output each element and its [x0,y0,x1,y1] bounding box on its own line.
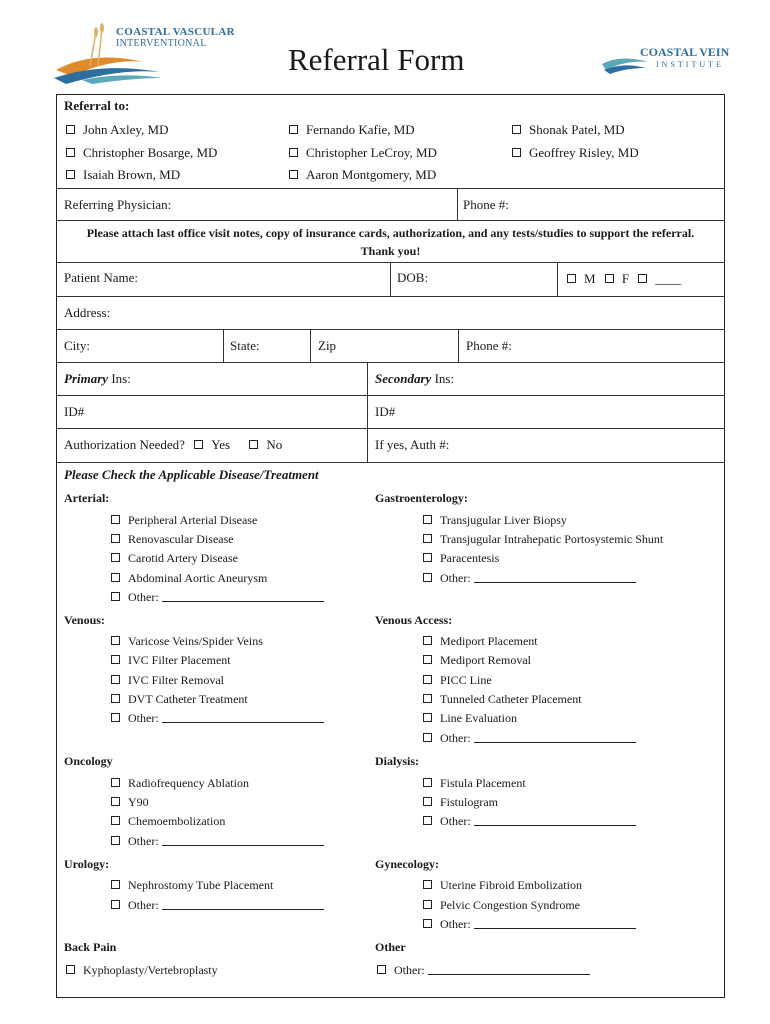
disease-heading: Please Check the Applicable Disease/Treatment [64,467,319,482]
checkbox[interactable] [66,125,75,134]
auth-yes-label: Yes [211,437,231,452]
secondary-ins-label[interactable]: Secondary Ins: [375,371,455,386]
checkbox[interactable] [423,713,432,722]
checkbox[interactable] [289,125,298,134]
dob-label[interactable]: DOB: [397,270,429,285]
doctor-option[interactable]: Geoffrey Risley, MD [512,145,639,161]
male-label: M [584,271,596,286]
dialysis-title: Dialysis: [375,754,420,768]
checkbox-other[interactable] [638,274,647,283]
checkbox[interactable] [111,553,120,562]
checkbox[interactable] [423,515,432,524]
logo-left-line2: INTERVENTIONAL [116,38,207,49]
urology-title: Urology: [64,857,110,871]
checkbox[interactable] [111,655,120,664]
checkbox[interactable] [111,515,120,524]
female-label: F [621,271,630,286]
option-item[interactable]: IVC Filter Placement [111,652,231,668]
checkbox[interactable] [111,636,120,645]
option-item[interactable]: IVC Filter Removal [111,672,224,688]
option-item[interactable]: Peripheral Arterial Disease [111,512,257,528]
divider [457,188,458,220]
option-item[interactable]: Varicose Veins/Spider Veins [111,633,263,649]
other-option[interactable]: Other: [377,962,590,978]
primary-id-label[interactable]: ID# [64,404,85,419]
other-blank[interactable] [474,731,636,743]
checkbox[interactable] [111,880,120,889]
doctor-option[interactable]: John Axley, MD [66,122,168,138]
divider [57,329,724,330]
option-item[interactable]: Uterine Fibroid Embolization [423,877,582,893]
checkbox[interactable] [111,573,120,582]
doctor-option[interactable]: Fernando Kafie, MD [289,122,415,138]
option-item[interactable]: Chemoembolization [111,813,225,829]
checkbox-female[interactable] [605,274,614,283]
checkbox[interactable] [423,694,432,703]
option-item[interactable]: Carotid Artery Disease [111,550,238,566]
referring-physician-label[interactable]: Referring Physician: [64,197,172,212]
secondary-id-label[interactable]: ID# [375,404,396,419]
divider [57,220,724,221]
divider [57,395,724,396]
checkbox[interactable] [423,778,432,787]
option-item[interactable]: Fistula Placement [423,775,526,791]
checkbox[interactable] [423,655,432,664]
checkbox[interactable] [423,797,432,806]
patient-phone-label[interactable]: Phone #: [466,338,512,353]
authorization-row [64,437,282,453]
patient-name-label[interactable]: Patient Name: [64,270,139,285]
checkbox[interactable] [423,816,432,825]
other-title: Other [375,940,406,954]
other-blank[interactable] [474,571,636,583]
checkbox[interactable] [289,170,298,179]
checkbox[interactable] [111,778,120,787]
option-item[interactable]: Nephrostomy Tube Placement [111,877,273,893]
divider [223,329,224,362]
divider [57,362,724,363]
primary-ins-label[interactable]: Primary Ins: [64,371,131,386]
checkbox[interactable] [289,148,298,157]
checkbox-auth-no[interactable] [249,440,258,449]
other-option[interactable]: Other: [111,897,324,913]
checkbox[interactable] [512,148,521,157]
divider [458,329,459,362]
divider [57,428,724,429]
checkbox-male[interactable] [567,274,576,283]
notice-line1: Please attach last office visit notes, copy of insurance cards, authorization, and any tests/studies to support the referral. [86,226,695,240]
referring-phone-label[interactable]: Phone #: [463,197,509,212]
checkbox[interactable] [512,125,521,134]
checkbox[interactable] [66,965,75,974]
doctor-option[interactable]: Christopher LeCroy, MD [289,145,437,161]
zip-label[interactable]: Zip [318,338,337,353]
checkbox[interactable] [423,675,432,684]
checkbox[interactable] [423,553,432,562]
other-blank[interactable] [162,590,324,602]
doctor-option[interactable]: Christopher Bosarge, MD [66,145,217,161]
checkbox[interactable] [111,900,120,909]
other-blank[interactable] [428,963,590,975]
option-item[interactable]: Radiofrequency Ablation [111,775,249,791]
other-option[interactable]: Other: [423,570,636,586]
gastro-title: Gastroenterology: [375,491,468,505]
other-option[interactable]: Other: [423,813,636,829]
doctor-option[interactable]: Shonak Patel, MD [512,122,625,138]
option-item[interactable]: Mediport Placement [423,633,538,649]
checkbox[interactable] [377,965,386,974]
address-label[interactable]: Address: [64,305,111,320]
auth-no-label: No [266,437,283,452]
divider [57,296,724,297]
option-item[interactable]: Abdominal Aortic Aneurysm [111,570,267,586]
gynecology-title: Gynecology: [375,857,439,871]
auth-number-label[interactable]: If yes, Auth #: [375,437,450,452]
checkbox[interactable] [423,534,432,543]
oncology-title: Oncology [64,754,113,768]
option-item[interactable]: Tunneled Catheter Placement [423,691,582,707]
other-option[interactable]: Other: [111,589,324,605]
checkbox[interactable] [111,675,120,684]
option-item[interactable]: Y90 [111,794,149,810]
venous-title: Venous: [64,613,105,627]
other-option[interactable]: Other: [111,710,324,726]
checkbox[interactable] [423,636,432,645]
other-blank[interactable] [162,834,324,846]
option-item[interactable]: Pelvic Congestion Syndrome [423,897,580,913]
checkbox[interactable] [423,919,432,928]
divider [310,329,311,362]
divider [57,462,724,463]
checkbox[interactable] [111,592,120,601]
logo-coastal-vein [600,44,730,76]
doctor-option[interactable]: Aaron Montgomery, MD [289,167,436,183]
referral-to-label: Referral to: [64,98,130,113]
option-item[interactable]: PICC Line [423,672,492,688]
other-blank[interactable] [162,711,324,723]
logo-coastal-vascular [52,22,235,84]
divider [557,262,558,296]
divider [367,362,368,463]
other-blank[interactable] [162,898,324,910]
checkbox[interactable] [423,880,432,889]
option-item[interactable]: Transjugular Liver Biopsy [423,512,567,528]
arterial-title: Arterial: [64,491,110,505]
option-item[interactable]: DVT Catheter Treatment [111,691,248,707]
other-option[interactable]: Other: [423,730,636,746]
option-item[interactable]: Transjugular Intrahepatic Portosystemic Shunt [423,531,663,547]
option-item[interactable]: Line Evaluation [423,710,517,726]
option-item[interactable]: Mediport Removal [423,652,531,668]
divider [57,188,724,189]
doctor-option[interactable]: Isaiah Brown, MD [66,167,180,183]
checkbox[interactable] [111,797,120,806]
authorization-label: Authorization Needed? [64,437,185,452]
page-title: Referral Form [288,42,465,77]
checkbox[interactable] [423,573,432,582]
notice-line2: Thank you! [360,244,421,258]
checkbox[interactable] [111,694,120,703]
checkbox[interactable] [111,713,120,722]
checkbox[interactable] [111,816,120,825]
other-blank[interactable] [474,917,636,929]
other-blank[interactable] [474,814,636,826]
logo-right-line2: INSTITUTE [656,60,724,69]
logo-right-line1: COASTAL VEIN [640,45,730,59]
state-label[interactable]: State: [230,338,260,353]
checkbox[interactable] [66,170,75,179]
logo-left-line1: COASTAL VASCULAR [116,26,235,38]
back-pain-title: Back Pain [64,940,117,954]
other-option[interactable]: Other: [423,916,636,932]
checkbox-auth-yes[interactable] [194,440,203,449]
sex-options [567,271,681,287]
divider [390,262,391,296]
checkbox[interactable] [111,534,120,543]
option-item[interactable]: Kyphoplasty/Vertebroplasty [66,962,218,978]
checkbox[interactable] [66,148,75,157]
city-label[interactable]: City: [64,338,91,353]
checkbox[interactable] [423,900,432,909]
option-item[interactable]: Fistulogram [423,794,498,810]
venous-access-title: Venous Access: [375,613,453,627]
attach-notice [58,224,723,260]
option-item[interactable]: Renovascular Disease [111,531,234,547]
other-option[interactable]: Other: [111,833,324,849]
checkbox[interactable] [111,836,120,845]
checkbox[interactable] [423,733,432,742]
option-item[interactable]: Paracentesis [423,550,499,566]
other-sex-blank[interactable]: ____ [655,271,682,286]
